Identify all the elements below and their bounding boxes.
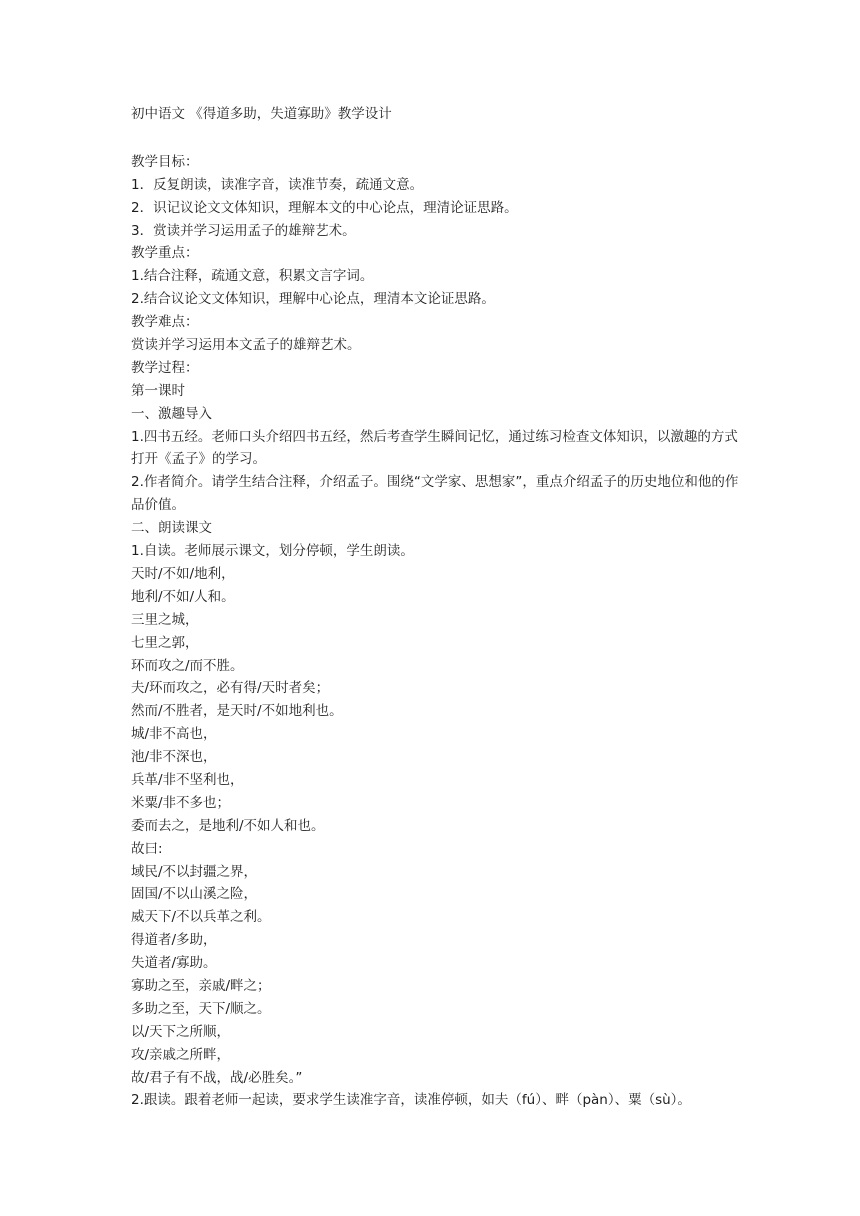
goal-item: 1．反复朗读，读准字音，读准节奏，疏通文意。 bbox=[131, 176, 424, 193]
text-line: 威天下/不以兵革之利。 bbox=[131, 909, 271, 926]
document-page bbox=[131, 103, 741, 1112]
text-line: 域民/不以封疆之界， bbox=[131, 863, 258, 880]
text-line: 米粟/非不多也； bbox=[131, 794, 231, 811]
text-line: 三里之城， bbox=[131, 611, 199, 628]
text-line: 环而攻之/而不胜。 bbox=[131, 657, 244, 674]
section-one-item: 1.四书五经。老师口头介绍四书五经，然后考查学生瞬间记忆，通过练习检查文体知识，以激趣的方式打开《孟子》的学习。 bbox=[131, 428, 738, 468]
text-line: 然而/不胜者，是天时/不如地利也。 bbox=[131, 703, 343, 720]
reading-intro: 1.自读。老师展示课文，划分停顿，学生朗读。 bbox=[131, 543, 414, 560]
difficulty-heading: 教学难点： bbox=[131, 314, 199, 331]
text-line: 故/君子有不战，战/必胜矣。” bbox=[131, 1069, 303, 1086]
text-line: 得道者/多助， bbox=[131, 932, 217, 949]
text-line: 城/非不高也， bbox=[131, 726, 217, 743]
text-line: 多助之至，天下/顺之。 bbox=[131, 1000, 271, 1017]
text-line: 天时/不如/地利， bbox=[131, 565, 235, 582]
difficulty-text: 赏读并学习运用本文孟子的雄辩艺术。 bbox=[131, 337, 361, 354]
section-two-heading: 二、朗读课文 bbox=[131, 520, 212, 537]
goal-item: 2．识记议论文文体知识，理解本文的中心论点，理清论证思路。 bbox=[131, 199, 518, 216]
text-line: 地利/不如/人和。 bbox=[131, 588, 235, 605]
text-line: 委而去之，是地利/不如人和也。 bbox=[131, 817, 325, 834]
blank-line bbox=[131, 126, 741, 151]
section-one-item: 2.作者简介。请学生结合注释，介绍孟子。围绕“文学家、思想家”，重点介绍孟子的历史地位和他的作品价值。 bbox=[131, 474, 739, 514]
classical-text bbox=[131, 563, 741, 1089]
text-line: 故曰: bbox=[131, 840, 163, 857]
process-heading: 教学过程： bbox=[131, 359, 199, 376]
text-line: 池/非不深也， bbox=[131, 749, 217, 766]
text-line: 失道者/寡助。 bbox=[131, 955, 217, 972]
goal-item: 3．赏读并学习运用孟子的雄辩艺术。 bbox=[131, 222, 356, 239]
text-line: 七里之郭， bbox=[131, 634, 199, 651]
text-line: 夫/环而攻之，必有得/天时者矣； bbox=[131, 680, 330, 697]
text-line: 固国/不以山溪之险， bbox=[131, 886, 258, 903]
follow-reading: 2.跟读。跟着老师一起读，要求学生读准字音，读准停顿，如夫（fú）、畔（pàn）、粟（sù）。 bbox=[131, 1092, 691, 1109]
keypoint-item: 1.结合注释，疏通文意，积累文言字词。 bbox=[131, 268, 374, 285]
text-line: 攻/亲戚之所畔， bbox=[131, 1046, 231, 1063]
section-one-heading: 一、激趣导入 bbox=[131, 405, 212, 422]
lesson-one-heading: 第一课时 bbox=[131, 382, 185, 399]
text-line: 兵革/非不坚利也， bbox=[131, 772, 244, 788]
text-line: 以/天下之所顺， bbox=[131, 1023, 231, 1040]
text-line: 寡助之至，亲戚/畔之； bbox=[131, 978, 271, 995]
keypoint-item: 2.结合议论文文体知识，理解中心论点，理清本文论证思路。 bbox=[131, 291, 495, 308]
document-title: 初中语文 《得道多助，失道寡助》教学设计 bbox=[131, 106, 392, 122]
goals-heading: 教学目标： bbox=[131, 153, 199, 170]
keypoints-heading: 教学重点： bbox=[131, 245, 199, 262]
